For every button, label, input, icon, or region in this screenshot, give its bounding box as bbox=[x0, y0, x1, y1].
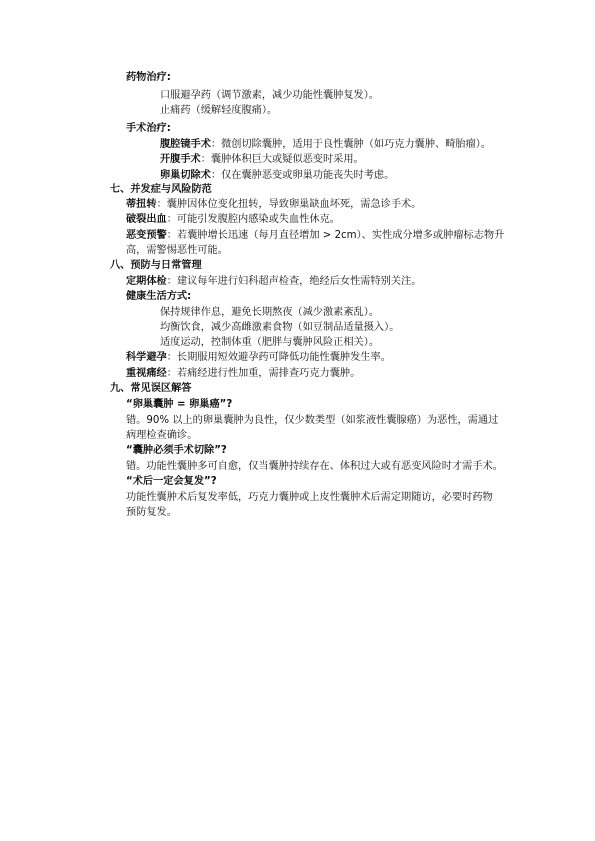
lifestyle-item: 保持规律作息，避免长期熬夜（减少激素紊乱）。 bbox=[160, 307, 380, 318]
myth-answer-continued: 病理检查确诊。 bbox=[126, 430, 198, 441]
myth-question: “卵巢囊肿 = 卵巢癌”? bbox=[126, 399, 233, 410]
complication-term: 恶变预警 bbox=[126, 230, 167, 241]
contraception-term: 科学避孕 bbox=[126, 352, 167, 363]
dysmenorrhea-desc: ：若痛经进行性加重，需排查巧克力囊肿。 bbox=[166, 368, 361, 379]
myth-answer: 功能性囊肿术后复发率低，巧克力囊肿或上皮性囊肿术后需定期随访，必要时药物 bbox=[126, 492, 493, 503]
complication-item bbox=[126, 198, 421, 212]
complication-term: 破裂出血 bbox=[126, 214, 167, 225]
dysmenorrhea-item bbox=[126, 367, 360, 381]
complication-desc-continued: 高，需警惕恶性可能。 bbox=[126, 245, 228, 256]
medication-label: 药物治疗: bbox=[126, 72, 171, 83]
complication-item bbox=[126, 213, 340, 227]
surgery-term: 腹腔镜手术 bbox=[160, 139, 211, 150]
checkup-term: 定期体检 bbox=[126, 276, 167, 287]
surgery-label: 手术治疗: bbox=[126, 123, 171, 134]
complication-item bbox=[126, 229, 504, 243]
checkup-desc: ：建议每年进行妇科超声检查，绝经后女性需特别关注。 bbox=[166, 276, 422, 287]
section-heading: 八、预防与日常管理 bbox=[110, 260, 202, 271]
myth-answer-continued: 预防复发。 bbox=[126, 507, 177, 518]
lifestyle-item: 均衡饮食，减少高雌激素食物（如豆制品适量摄入）。 bbox=[160, 322, 400, 333]
medication-item: 口服避孕药（调节激素，减少功能性囊肿复发）。 bbox=[160, 90, 380, 101]
surgery-item bbox=[160, 153, 364, 167]
complication-desc: ：囊肿因体位变化扭转，导致卵巢缺血坏死，需急诊手术。 bbox=[156, 199, 422, 210]
myth-question: “术后一定会复发”? bbox=[126, 476, 217, 487]
section-heading: 七、并发症与风险防范 bbox=[110, 184, 212, 195]
dysmenorrhea-term: 重视痛经 bbox=[126, 368, 167, 379]
surgery-desc: ：仅在囊肿恶变或卵巢功能丧失时考虑。 bbox=[210, 170, 395, 181]
surgery-item bbox=[160, 138, 491, 152]
complication-term: 蒂扭转 bbox=[126, 199, 157, 210]
complication-desc: ：若囊肿增长迅速（每月直径增加 > 2cm）、实性成分增多或肿瘤标志物升 bbox=[166, 230, 505, 241]
medication-item: 止痛药（缓解轻度腹痛）。 bbox=[160, 105, 278, 116]
lifestyle-label: 健康生活方式: bbox=[126, 291, 192, 302]
lifestyle-item: 适度运动，控制体重（肥胖与囊肿风险正相关）。 bbox=[160, 337, 380, 348]
contraception-item bbox=[126, 351, 391, 365]
contraception-desc: ：长期服用短效避孕药可降低功能性囊肿发生率。 bbox=[166, 352, 391, 363]
section-heading: 九、常见误区解答 bbox=[110, 383, 192, 394]
myth-answer: 错。功能性囊肿多可自愈，仅当囊肿持续存在、体积过大或有恶变风险时才需手术。 bbox=[126, 461, 503, 472]
complication-desc: ：可能引发腹腔内感染或失血性休克。 bbox=[166, 214, 340, 225]
myth-question: “囊肿必须手术切除”? bbox=[126, 445, 227, 456]
surgery-term: 卵巢切除术 bbox=[160, 170, 211, 181]
surgery-item bbox=[160, 169, 394, 183]
surgery-desc: ：囊肿体积巨大或疑似恶变时采用。 bbox=[200, 154, 364, 165]
surgery-desc: ：微创切除囊肿，适用于良性囊肿（如巧克力囊肿、畸胎瘤）。 bbox=[210, 139, 492, 150]
surgery-term: 开腹手术 bbox=[160, 154, 201, 165]
checkup-item bbox=[126, 275, 421, 289]
myth-answer: 错。90% 以上的卵巢囊肿为良性，仅少数类型（如浆液性囊腺癌）为恶性，需通过 bbox=[126, 415, 499, 426]
